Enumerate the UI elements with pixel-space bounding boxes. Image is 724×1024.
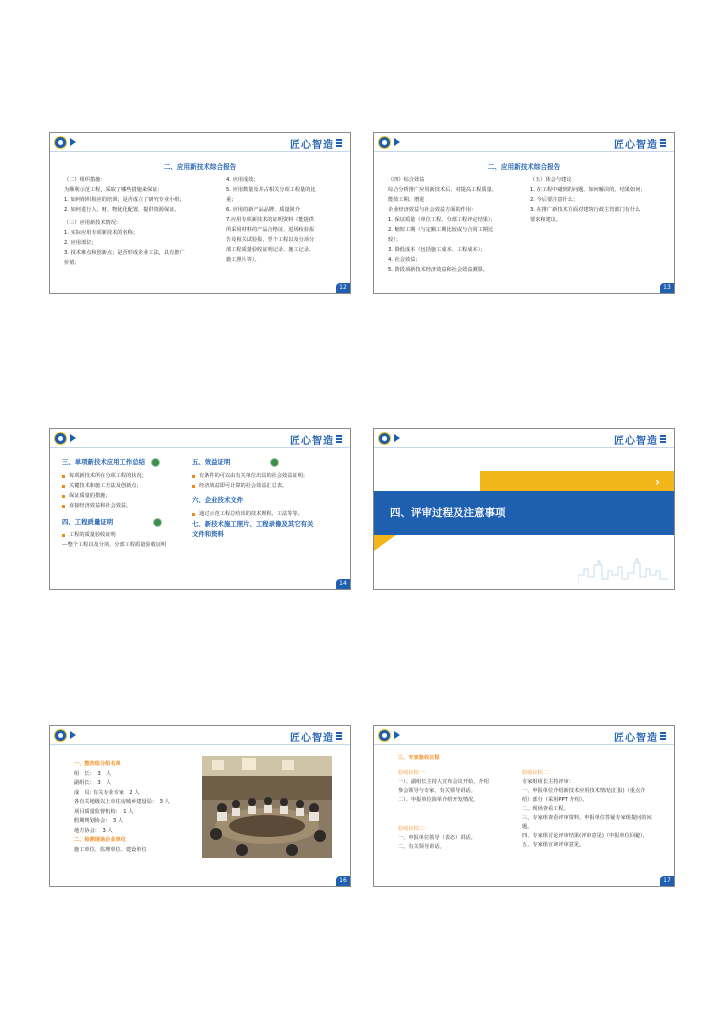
text-line: 6. 应用的新产品品牌、质量简介	[226, 207, 301, 213]
text-line: 4. 应用成效；	[226, 177, 259, 183]
slide-13[interactable]	[373, 132, 675, 294]
slide-14[interactable]	[49, 428, 351, 590]
text-line: 一、申报单位领导（表态）讲话。	[398, 835, 476, 841]
text-line: 部工程质量验收证明记录、施工记录、	[226, 247, 315, 253]
play-arrow-icon	[394, 434, 400, 442]
brand-text: 匠心智造	[614, 139, 658, 151]
text-line: 价值；	[64, 260, 80, 266]
brand-logo	[614, 135, 666, 151]
text-line: 各有关地级以上市住房城乡建设局： 3 人	[74, 799, 170, 805]
agenda-heading: 验收议程二：	[522, 770, 554, 776]
circle-logo-icon	[54, 136, 67, 149]
right-column	[530, 175, 646, 225]
text-line: 施工照片等）。	[226, 257, 260, 263]
brand-logo	[290, 431, 342, 447]
left-column	[398, 754, 489, 852]
text-line: 能效工期、增进	[388, 197, 425, 203]
brand-logo	[290, 135, 342, 151]
right-column	[192, 457, 313, 539]
agenda-heading: 验收议程一：	[398, 770, 430, 776]
text-line: 假期规划协会： 3 人	[74, 818, 124, 824]
play-arrow-icon	[394, 138, 400, 146]
globe-icon	[270, 458, 279, 467]
text-line: 1. 实际应用专项新技术的名称；	[64, 230, 139, 236]
play-arrow-icon	[70, 731, 76, 739]
section-heading: 四、工程质量证明	[62, 517, 166, 527]
brand-logo	[290, 728, 342, 744]
text-line: 3. 降低成本（包括施工成本、工程成本）；	[388, 247, 486, 253]
slide-12[interactable]	[49, 132, 351, 294]
text-line: 2. 今后要注意什么；	[530, 197, 579, 203]
brand-logo	[614, 431, 666, 447]
text-line: 企业经济效益与社会效益方面的作用：	[388, 207, 477, 213]
text-line: 地方协会： 3 人	[74, 827, 113, 834]
bullet-item: 工程的质量验收证明	[62, 530, 166, 540]
page-number: 13	[660, 283, 674, 293]
text-line: 二）、申报单位简单介绍开发情况。	[398, 797, 479, 803]
text-line: 告及相关试验报、竖个工程以及分项分	[226, 237, 315, 243]
brand-text: 匠心智造	[290, 732, 334, 744]
text-line: 二、有关领导讲话。	[398, 844, 445, 850]
text-line: （三）应用新技术情况：	[64, 220, 122, 226]
text-line: 副组长： 3 人	[74, 780, 112, 786]
page-number: 16	[336, 876, 350, 886]
text-line: 5. 阶段项新技术经济效益和社会效益测算。	[388, 267, 488, 273]
text-line: 1. 如何组织相应的培训；是否成立了研究专业小组；	[64, 197, 185, 203]
bullet-item: 直接经济效益和社会效益。	[62, 501, 166, 511]
text-line: 综合分析推广应用新技术后，对提高工程质量、	[388, 187, 497, 193]
brand-logo	[614, 728, 666, 744]
text-line: 二、现场查看工程。	[522, 806, 569, 812]
right-column	[522, 769, 652, 850]
page-number: 17	[660, 876, 674, 886]
bullet-item: 关键技术和施工方法及创新点；	[62, 481, 166, 491]
section-title: 四、评审过程及注意事项	[390, 507, 506, 519]
brand-text: 匠心智造	[290, 139, 334, 151]
page-number: 14	[336, 579, 350, 589]
chevron-right-icon: ›	[655, 475, 660, 489]
text-line: 绍）部分（采用PPT 介绍）。	[522, 797, 588, 803]
text-line: 重；	[226, 197, 237, 203]
slide-title: 二、应用新技术综合报告	[163, 163, 237, 171]
brand-text: 匠心智造	[290, 435, 334, 447]
section-heading: 文件和资料	[192, 530, 224, 538]
slide-15[interactable]	[373, 428, 675, 590]
text-line: 2. 应用部位；	[64, 240, 97, 246]
bullet-item: 保证质量的措施；	[62, 491, 166, 501]
text-line: 要求和建议。	[530, 217, 562, 223]
text-line: 所采用材料的产品合格证、进场检验报	[226, 227, 315, 233]
text-line: ---整个工程以及分项、分部工程质量验收证明	[62, 542, 167, 548]
section-heading: 七、新技术施工照片、工程录像及其它有关	[192, 520, 314, 528]
text-line: 1. 保证质量（单位工程、分部工程评定结果）；	[388, 217, 496, 223]
text-line: 较）；	[388, 237, 401, 243]
text-line: 2. 缩短工期（与定额工期比较或与合同工期比	[388, 227, 494, 233]
left-column	[62, 457, 166, 550]
bullet-item: 经济效益即可计算的社会效益汇总表。	[192, 481, 313, 491]
text-line: 一）、副组长主持人宣布会议开始，介绍	[398, 779, 489, 785]
circle-logo-icon	[378, 729, 391, 742]
text-line: 2. 如何进行人、财、物优化配置，提供资源保证。	[64, 207, 180, 213]
text-line: 五、专家组宣读评审意见。	[522, 842, 585, 848]
text-line: 专家组组长主持评审：	[522, 779, 574, 785]
text-line: 3. 在推广新技术方面对建筑行政主管部门有什么	[530, 207, 641, 213]
text-line: 7.应用专项新技术的证明资料（能提供	[226, 217, 314, 223]
section-heading: 三、单项新技术应用工作总结	[62, 457, 166, 467]
right-column	[226, 175, 316, 265]
left-column	[74, 760, 170, 855]
text-line: （四）综合效益	[388, 177, 425, 183]
globe-icon	[153, 518, 162, 527]
play-arrow-icon	[70, 138, 76, 146]
page-number: 12	[336, 283, 350, 293]
bullet-item: 有条件的可以由有关单位出具的社会效益证明；	[192, 471, 313, 481]
yellow-corner	[374, 535, 396, 551]
text-line: 4. 社会效益；	[388, 257, 421, 263]
brand-text: 匠心智造	[614, 435, 658, 447]
text-line: 项目质量监督机构： 1 人	[74, 808, 134, 815]
text-line: 3. 技术难点和创新点；是否形成企业工法，具有推广	[64, 250, 185, 256]
text-line: 三、专家组查看评审资料，申报单位答疑专家组提问的问	[522, 815, 652, 821]
left-column	[388, 175, 497, 275]
text-line: 1. 在工程中碰到的问题，如何解决的，结果如何；	[530, 187, 646, 193]
circle-logo-icon	[378, 136, 391, 149]
globe-icon	[151, 458, 160, 467]
text-line: 5. 应用数量及并占相关分项工程量的比	[226, 187, 316, 193]
text-line: 施工单位、监理单位、建设单位	[74, 846, 147, 853]
play-arrow-icon	[394, 731, 400, 739]
section-heading: 六、企业技术文件	[192, 496, 244, 504]
slide-title: 二、应用新技术综合报告	[487, 163, 561, 171]
slide-17[interactable]	[373, 725, 675, 887]
city-skyline-icon	[578, 557, 668, 583]
circle-logo-icon	[54, 432, 67, 445]
text-line: 题。	[522, 824, 533, 830]
section-heading: 一、整改组分组名单	[74, 761, 121, 767]
brand-text: 匠心智造	[614, 732, 658, 744]
section-heading: 五、效益证明	[192, 457, 313, 467]
text-line: 成 员: 有关专业专家 2 人	[74, 789, 140, 796]
text-line: （五）体会与建议	[530, 177, 572, 183]
section-heading: 三、专家验收议程	[398, 755, 440, 761]
play-arrow-icon	[70, 434, 76, 442]
text-line: 为顺利示范工程，采取了哪些措施来保证：	[64, 187, 163, 193]
circle-logo-icon	[54, 729, 67, 742]
circle-logo-icon	[378, 432, 391, 445]
section-heading: 二、检测现场企业单位	[74, 837, 126, 843]
meeting-photo	[202, 756, 332, 858]
slide-16[interactable]	[49, 725, 351, 887]
text-line: 参会领导与专家，有关领导讲话。	[398, 788, 476, 794]
text-line: （二）组织措施：	[64, 177, 106, 183]
agenda-heading: 验收议程三：	[398, 826, 430, 832]
bullet-item: 通过示范工程总结出的技术规程、工法等等。	[192, 509, 313, 519]
left-column	[64, 175, 185, 268]
text-line: 一、申报单位介绍新技术应用技术情况(汇报)（重点介	[522, 788, 646, 794]
bullet-item: 每项新技术所在分项工程的状况；	[62, 471, 166, 481]
text-line: 四、专家组讨论评审结果(评审意见)（申报单位回避）。	[522, 833, 648, 839]
text-line: 组 长： 3 人	[74, 770, 112, 777]
